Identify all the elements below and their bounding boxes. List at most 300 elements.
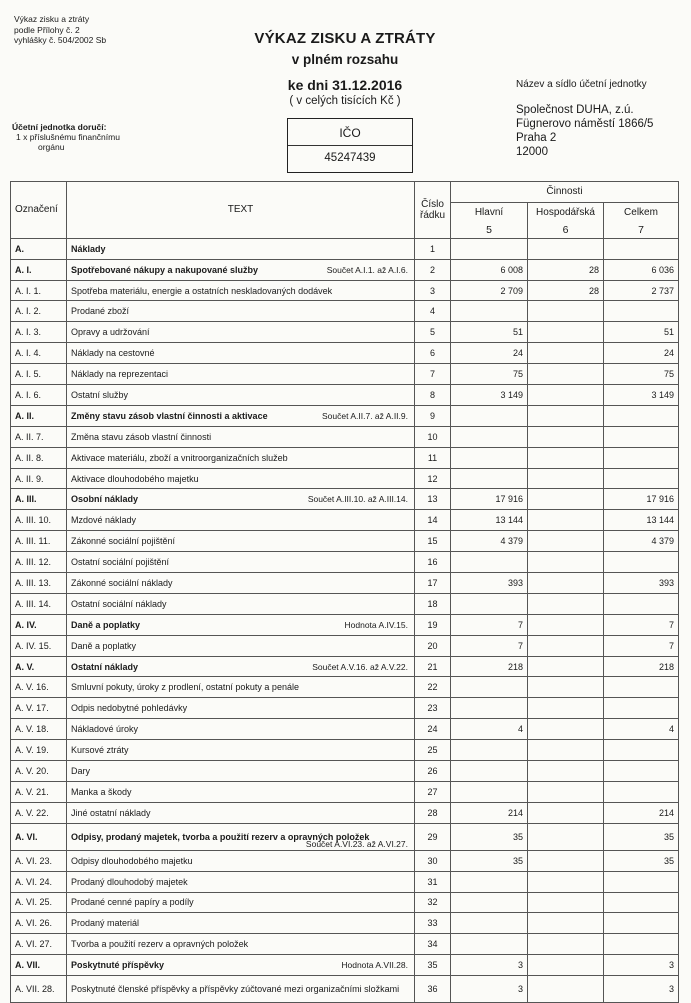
row-text-cell bbox=[67, 280, 415, 301]
document-title: VÝKAZ ZISKU A ZTRÁTY bbox=[254, 30, 436, 47]
row-text-cell bbox=[67, 301, 415, 322]
value-total bbox=[604, 761, 679, 782]
row-number: 6 bbox=[415, 343, 451, 364]
legal-reference-line: Výkaz zisku a ztráty bbox=[14, 14, 90, 24]
row-number: 23 bbox=[415, 698, 451, 719]
row-text: Ostatní sociální pojištění bbox=[71, 557, 170, 568]
value-total bbox=[604, 740, 679, 761]
value-total: 7 bbox=[604, 635, 679, 656]
table-row bbox=[11, 871, 679, 892]
value-total: 3 bbox=[604, 955, 679, 976]
row-text-cell bbox=[67, 552, 415, 573]
row-text: Aktivace dlouhodobého majetku bbox=[71, 473, 199, 484]
row-text-cell bbox=[67, 913, 415, 934]
row-text-cell bbox=[67, 322, 415, 343]
value-main: 51 bbox=[451, 322, 528, 343]
value-business bbox=[528, 761, 604, 782]
row-text: Odpis nedobytné pohledávky bbox=[71, 703, 188, 714]
table-row bbox=[11, 976, 679, 1003]
row-number: 8 bbox=[415, 385, 451, 406]
row-designation: A. III. 11. bbox=[11, 531, 67, 552]
row-text: Mzdové náklady bbox=[71, 515, 137, 526]
value-business bbox=[528, 913, 604, 934]
row-text: Zákonné sociální náklady bbox=[71, 577, 173, 588]
table-row bbox=[11, 740, 679, 761]
value-main bbox=[451, 677, 528, 698]
row-number: 24 bbox=[415, 719, 451, 740]
value-main: 3 bbox=[451, 976, 528, 1003]
value-business bbox=[528, 364, 604, 385]
row-number: 9 bbox=[415, 405, 451, 426]
table-row bbox=[11, 426, 679, 447]
value-main: 4 379 bbox=[451, 531, 528, 552]
value-business bbox=[528, 301, 604, 322]
row-text-cell bbox=[67, 343, 415, 364]
row-text-cell bbox=[67, 573, 415, 594]
table-row bbox=[11, 468, 679, 489]
value-main: 7 bbox=[451, 635, 528, 656]
value-business bbox=[528, 552, 604, 573]
row-designation: A. I. 2. bbox=[11, 301, 67, 322]
table-row bbox=[11, 677, 679, 698]
row-sum-formula: Hodnota A.VII.28. bbox=[341, 960, 408, 971]
row-text-cell bbox=[67, 385, 415, 406]
row-text: Ostatní náklady bbox=[71, 661, 139, 672]
column-header-total: Celkem bbox=[604, 202, 679, 222]
row-designation: A. VI. 25. bbox=[11, 892, 67, 913]
column-header-designation: Označení bbox=[11, 182, 67, 239]
row-text: Daně a poplatky bbox=[71, 619, 141, 630]
value-main: 35 bbox=[451, 850, 528, 871]
value-business bbox=[528, 322, 604, 343]
value-business bbox=[528, 426, 604, 447]
row-designation: A. III. 14. bbox=[11, 593, 67, 614]
value-business bbox=[528, 656, 604, 677]
value-total bbox=[604, 934, 679, 955]
row-number: 26 bbox=[415, 761, 451, 782]
table-row bbox=[11, 280, 679, 301]
row-text-cell bbox=[67, 259, 415, 280]
row-designation: A. VI. bbox=[11, 823, 67, 850]
row-designation: A. V. bbox=[11, 656, 67, 677]
row-designation: A. VI. 24. bbox=[11, 871, 67, 892]
ico-label: IČO bbox=[339, 126, 361, 140]
value-business bbox=[528, 238, 604, 259]
row-designation: A. I. bbox=[11, 259, 67, 280]
row-designation: A. VI. 23. bbox=[11, 850, 67, 871]
value-total bbox=[604, 593, 679, 614]
row-designation: A. II. 7. bbox=[11, 426, 67, 447]
row-designation: A. III. 12. bbox=[11, 552, 67, 573]
value-main: 17 916 bbox=[451, 489, 528, 510]
value-business bbox=[528, 531, 604, 552]
row-number: 18 bbox=[415, 593, 451, 614]
row-number: 14 bbox=[415, 510, 451, 531]
value-business bbox=[528, 405, 604, 426]
row-text: Nákladové úroky bbox=[71, 724, 139, 735]
value-main bbox=[451, 426, 528, 447]
value-total: 51 bbox=[604, 322, 679, 343]
value-main bbox=[451, 871, 528, 892]
value-main: 13 144 bbox=[451, 510, 528, 531]
row-number: 15 bbox=[415, 531, 451, 552]
entity-city: Praha 2 bbox=[516, 132, 557, 144]
row-text-cell bbox=[67, 761, 415, 782]
row-number: 13 bbox=[415, 489, 451, 510]
value-main: 3 bbox=[451, 955, 528, 976]
value-business bbox=[528, 510, 604, 531]
row-text-cell bbox=[67, 426, 415, 447]
column-header-activities: Činnosti bbox=[451, 182, 679, 203]
ico-divider bbox=[288, 145, 412, 146]
value-business bbox=[528, 447, 604, 468]
table-row bbox=[11, 531, 679, 552]
row-number: 5 bbox=[415, 322, 451, 343]
table-row bbox=[11, 955, 679, 976]
row-number: 3 bbox=[415, 280, 451, 301]
row-number: 30 bbox=[415, 850, 451, 871]
row-designation: A. III. 13. bbox=[11, 573, 67, 594]
value-business bbox=[528, 850, 604, 871]
value-total: 214 bbox=[604, 802, 679, 823]
value-total: 75 bbox=[604, 364, 679, 385]
value-main: 6 008 bbox=[451, 259, 528, 280]
row-number: 20 bbox=[415, 635, 451, 656]
row-text: Náklady bbox=[71, 243, 106, 254]
value-business bbox=[528, 573, 604, 594]
row-designation: A. I. 1. bbox=[11, 280, 67, 301]
value-main bbox=[451, 447, 528, 468]
row-number: 11 bbox=[415, 447, 451, 468]
value-main bbox=[451, 934, 528, 955]
row-text: Ostatní služby bbox=[71, 389, 129, 400]
row-designation: A. I. 6. bbox=[11, 385, 67, 406]
row-number: 34 bbox=[415, 934, 451, 955]
row-text-cell bbox=[67, 635, 415, 656]
row-designation: A. III. 10. bbox=[11, 510, 67, 531]
value-total bbox=[604, 447, 679, 468]
row-text: Kursové ztráty bbox=[71, 745, 129, 756]
value-business bbox=[528, 955, 604, 976]
row-number: 27 bbox=[415, 781, 451, 802]
row-designation: A. VI. 27. bbox=[11, 934, 67, 955]
value-business bbox=[528, 593, 604, 614]
row-sum-formula: Součet A.II.7. až A.II.9. bbox=[322, 410, 408, 421]
row-text-cell bbox=[67, 850, 415, 871]
value-business bbox=[528, 934, 604, 955]
value-business bbox=[528, 614, 604, 635]
table-row bbox=[11, 913, 679, 934]
table-row bbox=[11, 593, 679, 614]
row-text-cell bbox=[67, 740, 415, 761]
value-total bbox=[604, 698, 679, 719]
row-text: Změny stavu zásob vlastní činnosti a aktivace bbox=[71, 410, 268, 421]
row-text: Odpisy dlouhodobého majetku bbox=[71, 855, 193, 866]
row-designation: A. V. 22. bbox=[11, 802, 67, 823]
value-main: 218 bbox=[451, 656, 528, 677]
table-row bbox=[11, 510, 679, 531]
row-text: Ostatní sociální náklady bbox=[71, 598, 167, 609]
row-text-cell bbox=[67, 593, 415, 614]
value-business bbox=[528, 781, 604, 802]
table-row bbox=[11, 802, 679, 823]
row-text-cell bbox=[67, 510, 415, 531]
row-text: Opravy a udržování bbox=[71, 327, 150, 338]
row-designation: A. V. 18. bbox=[11, 719, 67, 740]
recipient-note bbox=[12, 122, 120, 152]
row-number: 29 bbox=[415, 823, 451, 850]
legal-reference bbox=[14, 14, 106, 46]
value-business bbox=[528, 871, 604, 892]
row-text-cell bbox=[67, 677, 415, 698]
value-main bbox=[451, 552, 528, 573]
row-text-cell bbox=[67, 698, 415, 719]
row-sum-formula: Součet A.I.1. až A.I.6. bbox=[326, 264, 408, 275]
value-business: 28 bbox=[528, 280, 604, 301]
row-text: Změna stavu zásob vlastní činnosti bbox=[71, 431, 212, 442]
value-main: 214 bbox=[451, 802, 528, 823]
row-text: Náklady na cestovné bbox=[71, 348, 155, 359]
value-main bbox=[451, 781, 528, 802]
entity-name: Společnost DUHA, z.ú. bbox=[516, 104, 634, 116]
column-header-text: TEXT bbox=[67, 182, 415, 239]
row-sum-formula: Součet A.V.16. až A.V.22. bbox=[312, 661, 408, 672]
row-text-cell bbox=[67, 447, 415, 468]
row-number: 19 bbox=[415, 614, 451, 635]
row-designation: A. IV. 15. bbox=[11, 635, 67, 656]
value-total: 4 bbox=[604, 719, 679, 740]
table-row bbox=[11, 447, 679, 468]
row-text-cell bbox=[67, 468, 415, 489]
value-main: 35 bbox=[451, 823, 528, 850]
row-number: 12 bbox=[415, 468, 451, 489]
table-row bbox=[11, 573, 679, 594]
row-text: Prodaný dlouhodobý majetek bbox=[71, 876, 188, 887]
table-row bbox=[11, 322, 679, 343]
value-total: 35 bbox=[604, 850, 679, 871]
row-text: Poskytnuté příspěvky bbox=[71, 960, 165, 971]
row-designation: A. VI. 26. bbox=[11, 913, 67, 934]
ico-value: 45247439 bbox=[324, 152, 376, 164]
row-text: Manka a škody bbox=[71, 786, 132, 797]
value-total: 24 bbox=[604, 343, 679, 364]
value-main bbox=[451, 761, 528, 782]
recipient-line: 1 x příslušnému finančnímu bbox=[16, 132, 120, 142]
ico-box bbox=[287, 118, 413, 173]
row-designation: A. I. 3. bbox=[11, 322, 67, 343]
table-row bbox=[11, 238, 679, 259]
row-text: Osobní náklady bbox=[71, 494, 139, 505]
table-row bbox=[11, 823, 679, 850]
row-designation: A. V. 19. bbox=[11, 740, 67, 761]
row-text: Spotřeba materiálu, energie a ostatních neskladovaných dodávek bbox=[71, 285, 333, 296]
row-text: Prodaný materiál bbox=[71, 918, 140, 929]
row-sum-formula: Součet A.VI.23. až A.VI.27. bbox=[305, 838, 408, 849]
row-text: Odpisy, prodaný majetek, tvorba a použití rezerv a opravných položek bbox=[71, 831, 370, 842]
value-business: 28 bbox=[528, 259, 604, 280]
value-total bbox=[604, 871, 679, 892]
row-sum-formula: Hodnota A.IV.15. bbox=[344, 619, 408, 630]
row-designation: A. V. 21. bbox=[11, 781, 67, 802]
value-main bbox=[451, 892, 528, 913]
value-total bbox=[604, 426, 679, 447]
table-row bbox=[11, 343, 679, 364]
row-number: 35 bbox=[415, 955, 451, 976]
table-row bbox=[11, 489, 679, 510]
value-business bbox=[528, 677, 604, 698]
row-text: Smluvní pokuty, úroky z prodlení, ostatní pokuty a penále bbox=[71, 682, 299, 693]
row-number: 10 bbox=[415, 426, 451, 447]
value-main: 3 149 bbox=[451, 385, 528, 406]
value-business bbox=[528, 698, 604, 719]
row-text-cell bbox=[67, 802, 415, 823]
row-text-cell bbox=[67, 871, 415, 892]
value-total: 2 737 bbox=[604, 280, 679, 301]
value-main: 4 bbox=[451, 719, 528, 740]
entity-label: Název a sídlo účetní jednotky bbox=[516, 79, 647, 90]
value-business bbox=[528, 740, 604, 761]
entity-postcode: 12000 bbox=[516, 146, 548, 158]
value-total bbox=[604, 913, 679, 934]
row-number: 33 bbox=[415, 913, 451, 934]
report-units: ( v celých tisících Kč ) bbox=[289, 95, 401, 107]
row-designation: A. I. 5. bbox=[11, 364, 67, 385]
row-number: 1 bbox=[415, 238, 451, 259]
column-header-main: Hlavní bbox=[451, 202, 528, 222]
row-text-cell bbox=[67, 781, 415, 802]
row-text: Jiné ostatní náklady bbox=[71, 807, 151, 818]
row-text: Prodané cenné papíry a podíly bbox=[71, 897, 194, 908]
row-designation: A. VII. bbox=[11, 955, 67, 976]
legal-reference-line: podle Přílohy č. 2 bbox=[14, 24, 80, 35]
table-row bbox=[11, 635, 679, 656]
table-row bbox=[11, 656, 679, 677]
entity-address bbox=[516, 103, 653, 159]
value-main bbox=[451, 301, 528, 322]
value-total: 218 bbox=[604, 656, 679, 677]
value-total bbox=[604, 677, 679, 698]
value-main: 393 bbox=[451, 573, 528, 594]
row-designation: A. II. 9. bbox=[11, 468, 67, 489]
row-text-cell bbox=[67, 238, 415, 259]
row-number: 25 bbox=[415, 740, 451, 761]
row-designation: A. VII. 28. bbox=[11, 976, 67, 1003]
value-total bbox=[604, 552, 679, 573]
value-total: 7 bbox=[604, 614, 679, 635]
row-sum-formula: Součet A.III.10. až A.III.14. bbox=[307, 494, 408, 505]
entity-street: Fügnerovo náměstí 1866/5 bbox=[516, 118, 654, 130]
value-business bbox=[528, 468, 604, 489]
value-total bbox=[604, 238, 679, 259]
value-total bbox=[604, 405, 679, 426]
value-business bbox=[528, 719, 604, 740]
table-row bbox=[11, 405, 679, 426]
row-number: 16 bbox=[415, 552, 451, 573]
value-business bbox=[528, 635, 604, 656]
value-total: 35 bbox=[604, 823, 679, 850]
header-row bbox=[11, 182, 679, 203]
value-business bbox=[528, 343, 604, 364]
table-body bbox=[11, 238, 679, 1002]
table-row bbox=[11, 698, 679, 719]
row-designation: A. III. bbox=[11, 489, 67, 510]
table-row bbox=[11, 719, 679, 740]
value-main bbox=[451, 740, 528, 761]
row-text-cell bbox=[67, 614, 415, 635]
value-total: 6 036 bbox=[604, 259, 679, 280]
row-text: Prodané zboží bbox=[71, 306, 130, 317]
table-row bbox=[11, 781, 679, 802]
row-number: 2 bbox=[415, 259, 451, 280]
column-header-business: Hospodářská bbox=[528, 202, 604, 222]
table-row bbox=[11, 259, 679, 280]
value-business bbox=[528, 823, 604, 850]
row-text: Daně a poplatky bbox=[71, 640, 137, 651]
row-number: 4 bbox=[415, 301, 451, 322]
row-text-cell bbox=[67, 934, 415, 955]
row-designation: A. I. 4. bbox=[11, 343, 67, 364]
row-designation: A. V. 20. bbox=[11, 761, 67, 782]
column-number-business: 6 bbox=[528, 223, 604, 239]
row-text: Aktivace materiálu, zboží a vnitroorganizačních služeb bbox=[71, 452, 288, 463]
value-total: 13 144 bbox=[604, 510, 679, 531]
table-row bbox=[11, 934, 679, 955]
value-total: 393 bbox=[604, 573, 679, 594]
row-text-cell bbox=[67, 955, 415, 976]
value-business bbox=[528, 489, 604, 510]
value-main bbox=[451, 405, 528, 426]
row-number: 17 bbox=[415, 573, 451, 594]
value-main bbox=[451, 593, 528, 614]
row-number: 32 bbox=[415, 892, 451, 913]
document-subtitle: v plném rozsahu bbox=[291, 52, 399, 67]
value-main: 2 709 bbox=[451, 280, 528, 301]
value-main bbox=[451, 698, 528, 719]
report-date: ke dni 31.12.2016 bbox=[287, 77, 403, 93]
row-text-cell bbox=[67, 719, 415, 740]
row-text: Spotřebované nákupy a nakupované služby bbox=[71, 264, 259, 275]
row-designation: A. V. 16. bbox=[11, 677, 67, 698]
row-designation: A. bbox=[11, 238, 67, 259]
table-row bbox=[11, 301, 679, 322]
value-business bbox=[528, 892, 604, 913]
row-number: 22 bbox=[415, 677, 451, 698]
row-text-cell bbox=[67, 823, 415, 850]
value-total: 17 916 bbox=[604, 489, 679, 510]
column-number-main: 5 bbox=[451, 223, 528, 239]
row-designation: A. II. bbox=[11, 405, 67, 426]
value-business bbox=[528, 802, 604, 823]
recipient-line: orgánu bbox=[38, 142, 65, 152]
row-number: 28 bbox=[415, 802, 451, 823]
row-number: 7 bbox=[415, 364, 451, 385]
value-total bbox=[604, 781, 679, 802]
table-row bbox=[11, 364, 679, 385]
value-total bbox=[604, 301, 679, 322]
row-text-cell bbox=[67, 892, 415, 913]
value-main bbox=[451, 468, 528, 489]
row-designation: A. II. 8. bbox=[11, 447, 67, 468]
value-total bbox=[604, 892, 679, 913]
row-text-cell bbox=[67, 405, 415, 426]
row-number: 36 bbox=[415, 976, 451, 1003]
table-row bbox=[11, 552, 679, 573]
recipient-label: Účetní jednotka doručí: bbox=[12, 122, 107, 132]
value-main bbox=[451, 238, 528, 259]
value-business bbox=[528, 385, 604, 406]
row-text: Poskytnuté členské příspěvky a příspěvky zúčtované mezi organizačními složkami bbox=[71, 984, 400, 995]
value-main: 7 bbox=[451, 614, 528, 635]
